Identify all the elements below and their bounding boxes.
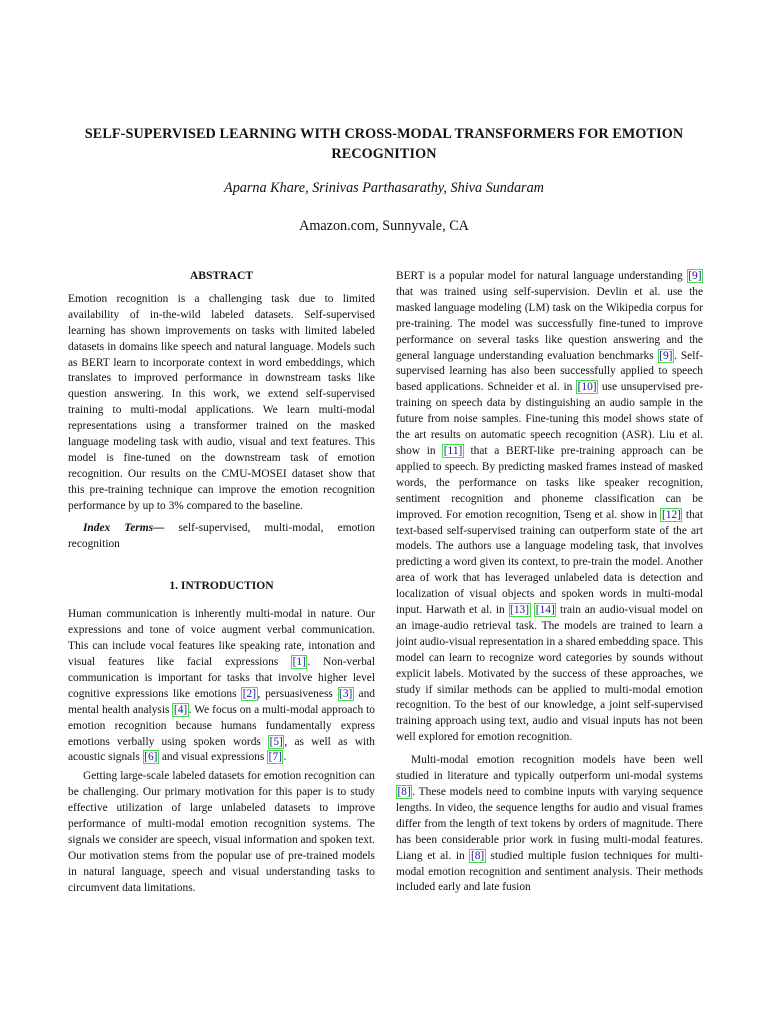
intro-paragraph-1	[68, 607, 375, 766]
intro-paragraph-4	[396, 753, 703, 896]
citation-link[interactable]: [4]	[173, 703, 188, 716]
abstract-text: Emotion recognition is a challenging task due to limited availability of in-the-wild labeled datasets. Self-supervised learning has shown improvements on tasks with limited labeled datasets in domains like speech and natural language. Models such as BERT learn to incorporate context in word embeddings, which translates to improved performance in downstream tasks like question answering. In this work, we extend self-supervised training to multi-modal applications. We learn multi-modal representations using a transformer trained on the masked language modeling task with audio, visual and text features. This model is fine-tuned on the downstream task of emotion recognition. Our results on the CMU-MOSEI dataset show that this pre-training technique can improve the emotion recognition performance by up to 3% compared to the baseline.	[68, 292, 375, 512]
citation-link[interactable]: [14]	[535, 604, 555, 617]
text-run: that a BERT-like pre-training approach can be applied to speech. By predicting masked frames instead of masked words, the performance on tasks like speaker recognition, sentiment recognition and phoneme classification can be improved. For emotion recognition, Tseng et al. show in	[396, 444, 704, 521]
citation-link[interactable]: [8]	[470, 849, 485, 862]
index-terms-text: self-supervised, multi-modal, emotion recognition	[68, 521, 375, 550]
text-run: , as well as with acoustic signals	[68, 735, 375, 764]
citation-link[interactable]: [3]	[339, 687, 353, 700]
section-heading-introduction: 1. INTRODUCTION	[169, 579, 274, 593]
text-run: . Self-supervised learning has also been successfully applied to speech based applications. Schneider et al. in	[396, 349, 703, 394]
citation-link[interactable]: [13]	[510, 604, 530, 617]
citation-link[interactable]: [8]	[397, 786, 411, 798]
text-run: use unsupervised pre-training on speech data by distinguishing an audio sample in the future from noise samples. Fine-tuning this model shows state of the art results on automatic speech recognition (ASR). Liu et al. show in	[396, 381, 703, 457]
text-run: , persuasiveness	[257, 687, 338, 700]
text-run: studied multiple fusion techniques for multi-modal emotion recognition and sentiment analysis. Their methods included early and late fusion	[396, 849, 703, 894]
index-terms	[68, 521, 375, 553]
text-run: . Non-verbal communication is important for tasks that involve higher level cognitive expressions like emotions	[68, 656, 375, 700]
citation-link[interactable]: [9]	[688, 270, 702, 282]
text-run: . We focus on a multi-modal approach to emotion recognition because humans fundamentally express emotions verbally using spoken words	[68, 703, 375, 748]
citation-link[interactable]: [10]	[577, 381, 597, 394]
text-run: Human communication is inherently multi-modal in nature. Our expressions and tone of voice augment verbal communication. This can include vocal features like speaking rate, intonation and visual features like facial expressions	[68, 608, 375, 669]
citation-link[interactable]: [2]	[242, 687, 257, 700]
affiliation: Amazon.com, Sunnyvale, CA	[299, 218, 469, 234]
left-column	[68, 268, 375, 897]
author-list: Aparna Khare, Srinivas Parthasarathy, Shiva Sundaram	[224, 180, 544, 196]
text-run: train an audio-visual model on an image-audio retrieval task. The models are trained to learn a joint audio-visual representation in a shared embedding space. This model can learn to recognize word categories by sounds without explicit labels. Motivated by the success of these approaches, we study if similar methods can be applied to multi-modal emotion recognition. To the best of our knowledge, a joint self-supervised training approach using text, audio and visual inputs has not been well explored for emotion recognition.	[396, 604, 703, 744]
paper-title: SELF-SUPERVISED LEARNING WITH CROSS-MODAL TRANSFORMERS FOR EMOTION RECOGNITION	[84, 126, 684, 162]
intro-paragraph-3	[396, 269, 703, 746]
intro-paragraph-2: Getting large-scale labeled datasets for emotion recognition can be challenging. Our primary motivation for this paper is to study effective utilization of large unlabeled datasets to improve performance of multi-modal emotion recognition systems. The signals we consider are speech, visual information and spoken text. Our motivation stems from the popular use of pre-trained models in natural language, speech and visual understanding tasks to circumvent data limitations.	[68, 770, 375, 894]
text-run: and visual expressions	[158, 751, 268, 764]
text-run: that was trained using self-supervision. Devlin et al. use the masked language modeling (LM) task on the Wikipedia corpus for pre-training. The model was successfully fine-tuned to improve performance on several tasks like question answering and the general language understanding evaluation benchmarks	[396, 285, 703, 362]
index-terms-label: Index Terms—	[83, 521, 165, 534]
text-run: BERT is a popular model for natural language understanding	[396, 270, 687, 282]
text-run: . These models need to combine inputs with varying sequence lengths. In video, the sequence lengths for audio and visual frames differ from the length of text tokens by orders of magnitude. There has been considerable prior work in fusing multi-modal features. Liang et al. in	[396, 786, 703, 862]
citation-link[interactable]: [6]	[144, 751, 158, 764]
text-run: that text-based self-supervised training can outperform state of the art models. The authors use a language modeling task, that involves predicting a word given its context, to pre-train the model. Another area of work that has leveraged unlabeled data is detection and localization of visual objects and spoken words in multi-modal input. Harwath et al. in	[396, 508, 703, 617]
text-run: .	[283, 751, 287, 764]
citation-link[interactable]: [11]	[443, 444, 463, 457]
citation-link[interactable]: [5]	[269, 735, 283, 748]
text-run: and mental health analysis	[68, 687, 375, 716]
text-run: Multi-modal emotion recognition models have been well studied in literature and typically outperform uni-modal systems	[396, 754, 703, 783]
citation-link[interactable]: [9]	[659, 349, 673, 362]
abstract-heading: ABSTRACT	[189, 269, 254, 282]
citation-link[interactable]: [12]	[661, 508, 681, 521]
right-column	[396, 269, 703, 896]
citation-link[interactable]: [7]	[268, 751, 282, 764]
citation-link[interactable]: [1]	[292, 656, 306, 669]
